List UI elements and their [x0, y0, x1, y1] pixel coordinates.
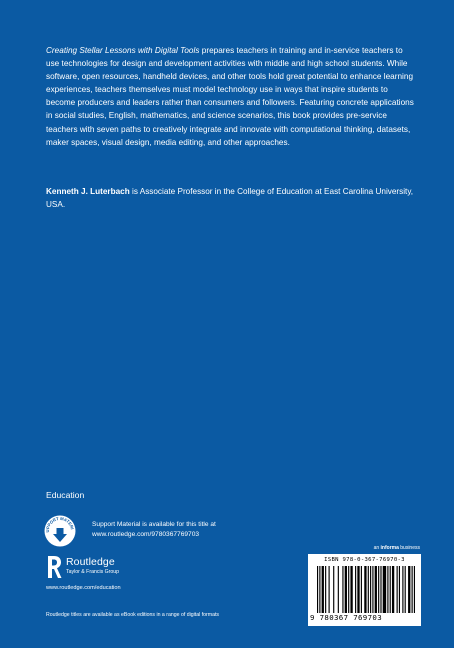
barcode-stripe	[375, 566, 377, 613]
support-material-line: Support Material is available for this title at	[92, 521, 216, 528]
barcode-stripe	[408, 566, 410, 613]
routledge-logo-icon	[46, 555, 62, 579]
barcode-stripe	[338, 566, 339, 613]
author-name: Kenneth J. Luterbach	[46, 187, 130, 196]
barcode-stripe	[380, 566, 381, 613]
barcode-stripe	[348, 566, 349, 613]
barcode-stripe	[333, 566, 334, 613]
barcode-stripe	[392, 566, 394, 613]
barcode-stripe	[370, 566, 371, 613]
support-material-note	[92, 520, 292, 539]
barcode-stripe	[342, 566, 343, 613]
subject-category: Education	[46, 490, 85, 500]
informa-brand: informa	[380, 545, 399, 551]
book-title: Creating Stellar Lessons with Digital Tools	[46, 46, 200, 55]
barcode-stripe	[378, 566, 379, 613]
publisher-name: Routledge	[66, 556, 115, 568]
barcode-stripe	[364, 566, 366, 613]
isbn-label: ISBN 978-0-367-76970-3	[324, 557, 405, 563]
barcode-stripe	[387, 566, 388, 613]
barcode-stripe	[319, 566, 320, 613]
barcode-stripe	[329, 566, 330, 613]
barcode-stripe	[399, 566, 400, 613]
barcode-panel	[308, 554, 421, 626]
barcode-stripe	[345, 566, 347, 613]
barcode-stripe	[412, 566, 413, 613]
barcode-stripe	[355, 566, 356, 613]
barcode-stripe	[414, 566, 415, 613]
barcode-stripe	[405, 566, 406, 613]
barcode-stripe	[383, 566, 386, 613]
barcode-stripe	[357, 566, 359, 613]
support-material-url[interactable]: www.routledge.com/9780367769703	[92, 530, 200, 538]
barcode-stripe	[361, 566, 362, 613]
barcode-stripe	[325, 566, 326, 613]
barcode-digits: 9 780367 769703	[310, 613, 382, 622]
informa-business-tag: an informa business	[373, 545, 420, 551]
publisher-website[interactable]: www.routledge.com/education	[46, 585, 121, 591]
barcode-stripe	[390, 566, 391, 613]
publisher-group: Taylor & Francis Group	[66, 569, 120, 575]
author-bio-text: is Associate Professor in the College of Education at East Carolina University, USA.	[46, 187, 414, 209]
svg-text:SUPPORT MATERIAL: UPPORT MATERI	[44, 515, 75, 533]
support-material-icon	[44, 515, 76, 547]
barcode-stripe	[372, 566, 373, 613]
barcode-stripe	[322, 566, 324, 613]
book-description	[46, 44, 414, 149]
description-text: prepares teachers in training and in-service teachers to use technologies for design and development activities with middle and high school students. While software, open resources, handheld devices, and other tools hold great potential to enhance learning experiences, teachers themselves must model technology use in ways that inspire students to become producers and leaders rather than consumers and followers. Featuring concrete applications in social studies, English, mathematics, and science scenarios, this book provides pre-service teachers with seven paths to creatively integrate and innovate with computational thinking, datasets, maker spaces, visual design, media editing, and other approaches.	[46, 46, 414, 147]
barcode-stripe	[368, 566, 369, 613]
ebook-formats-note: Routledge titles are available as eBook editions in a range of digital formats	[46, 612, 220, 618]
barcode-stripe	[350, 566, 352, 613]
author-bio	[46, 185, 414, 211]
barcode-stripe	[317, 566, 318, 613]
barcode-stripe	[402, 566, 403, 613]
barcode-icon	[317, 566, 415, 613]
barcode-stripe	[397, 566, 398, 613]
